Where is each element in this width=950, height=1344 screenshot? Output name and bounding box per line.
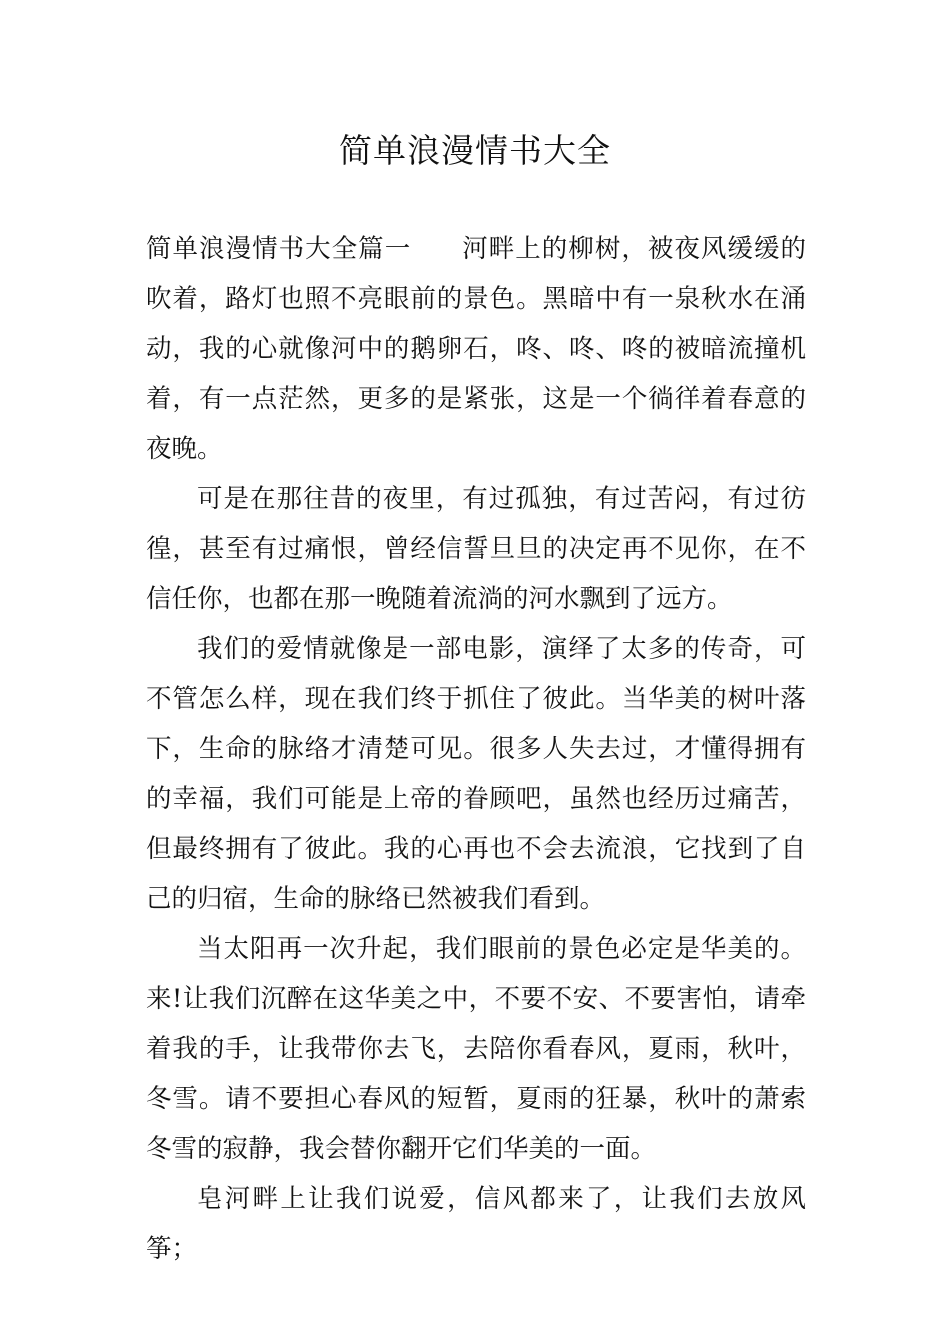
document-body bbox=[146, 224, 806, 1274]
paragraph-3: 我们的爱情就像是一部电影，演绎了太多的传奇，可不管怎么样，现在我们终于抓住了彼此。当华美的树叶落下，生命的脉络才清楚可见。很多人失去过，才懂得拥有的幸福，我们可能是上帝的眷顾吧，虽然也经历过痛苦，但最终拥有了彼此。我的心再也不会去流浪，它找到了自己的归宿，生命的脉络已然被我们看到。 bbox=[146, 634, 806, 914]
paragraph-5: 皂河畔上让我们说爱，信风都来了，让我们去放风筝； bbox=[146, 1184, 806, 1264]
paragraph-2: 可是在那往昔的夜里，有过孤独，有过苦闷，有过彷徨，甚至有过痛恨，曾经信誓旦旦的决定再不见你，在不信任你，也都在那一晚随着流淌的河水飘到了远方。 bbox=[146, 484, 806, 614]
paragraph-1-text: 河畔上的柳树，被夜风缓缓的吹着，路灯也照不亮眼前的景色。黑暗中有一泉秋水在涌动，我的心就像河中的鹅卵石，咚、咚、咚的被暗流撞机着，有一点茫然，更多的是紧张，这是一个徜徉着春意的夜晚。 bbox=[146, 234, 806, 464]
paragraph-1 bbox=[146, 224, 806, 474]
paragraph-4: 当太阳再一次升起，我们眼前的景色必定是华美的。来!让我们沉醉在这华美之中，不要不安、不要害怕，请牵着我的手，让我带你去飞，去陪你看春风，夏雨，秋叶，冬雪。请不要担心春风的短暂，夏雨的狂暴，秋叶的萧索冬雪的寂静，我会替你翻开它们华美的一面。 bbox=[146, 934, 806, 1164]
section-label: 简单浪漫情书大全篇一 bbox=[146, 234, 412, 264]
document-title: 简单浪漫情书大全 bbox=[339, 131, 611, 170]
